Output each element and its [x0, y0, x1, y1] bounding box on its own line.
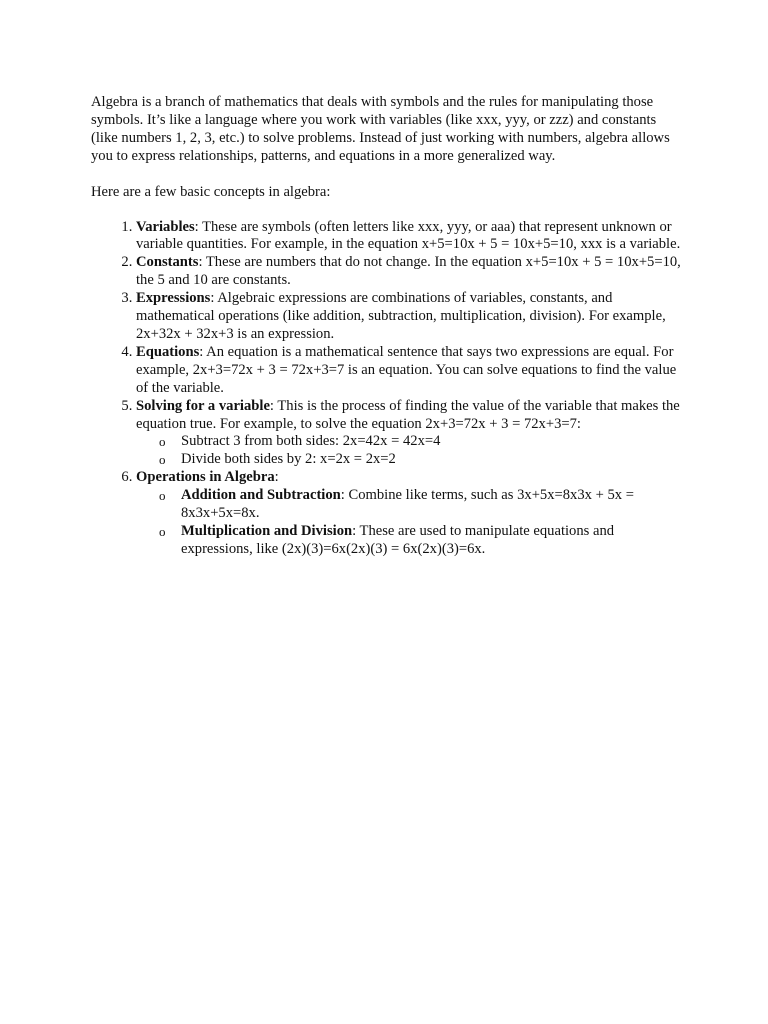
concept-text: : These are numbers that do not change. In the equation x+5=10x + 5 = 10x+5=10, the 5 and 10 are constants. — [136, 254, 681, 289]
concept-text: : An equation is a mathematical sentence that says two expressions are equal. For example, 2x+3=72x + 3 = 72x+3=7 is an equation. You can solve equations to find the value of the variable. — [136, 343, 677, 396]
list-item — [136, 290, 681, 344]
operation-term: Addition and Subtraction — [181, 487, 341, 504]
list-item — [136, 469, 681, 559]
step-text: Divide both sides by 2: x=2x = 2x=2 — [181, 451, 396, 468]
concept-text: : — [274, 469, 279, 486]
lead-paragraph: Here are a few basic concepts in algebra: — [91, 183, 331, 200]
operation-term: Multiplication and Division — [181, 522, 353, 539]
sub-list-item — [159, 433, 681, 451]
sub-list-item — [159, 451, 681, 469]
hollow-bullet-icon: o — [159, 523, 166, 539]
sub-list-item — [159, 522, 681, 559]
concept-term: Constants — [136, 254, 199, 271]
intro-paragraph: Algebra is a branch of mathematics that deals with symbols and the rules for manipulating those symbols. It’s like a language where you work with variables (like xxx, yyy, or zzz) and constants (like numbers 1, 2, 3, etc.) to solve problems. Instead of just working with numbers, algebra allows you to express relationships, patterns, and equations in a more generalized way. — [91, 94, 670, 164]
hollow-bullet-icon: o — [159, 488, 166, 504]
sub-list-item — [159, 487, 681, 523]
list-item — [136, 219, 681, 255]
operation-text: : These are used to manipulate equations and expressions, like (2x)(3)=6x(2x)(3) = 6x(2x)(3)=6x. — [181, 522, 615, 557]
hollow-bullet-icon: o — [159, 452, 166, 468]
step-text: Subtract 3 from both sides: 2x=42x = 42x=4 — [181, 433, 441, 450]
concept-text: : Algebraic expressions are combinations of variables, constants, and mathematical operations (like addition, subtraction, multiplication, division). For example, 2x+32x + 32x+3 is an expression. — [136, 290, 666, 342]
steps-list — [136, 433, 681, 469]
document-page — [91, 94, 681, 559]
concept-text: : This is the process of finding the value of the variable that makes the equation true. For example, to solve the equation 2x+3=72x + 3 = 72x+3=7: — [136, 397, 680, 432]
concept-term: Expressions — [136, 290, 211, 307]
concept-term: Operations in Algebra — [136, 469, 275, 486]
hollow-bullet-icon: o — [159, 434, 166, 450]
list-item — [136, 254, 681, 290]
list-item — [136, 344, 681, 398]
concepts-list — [91, 219, 681, 559]
operations-list — [136, 487, 681, 559]
concept-term: Equations — [136, 343, 200, 360]
concept-text: : These are symbols (often letters like xxx, yyy, or aaa) that represent unknown or variable quantities. For example, in the equation x+5=10x + 5 = 10x+5=10, xxx is a variable. — [136, 218, 681, 253]
concept-term: Solving for a variable — [136, 397, 270, 414]
list-item — [136, 398, 681, 470]
operation-text: : Combine like terms, such as 3x+5x=8x3x + 5x = 8x3x+5x=8x. — [181, 487, 634, 522]
concept-term: Variables — [136, 218, 195, 235]
